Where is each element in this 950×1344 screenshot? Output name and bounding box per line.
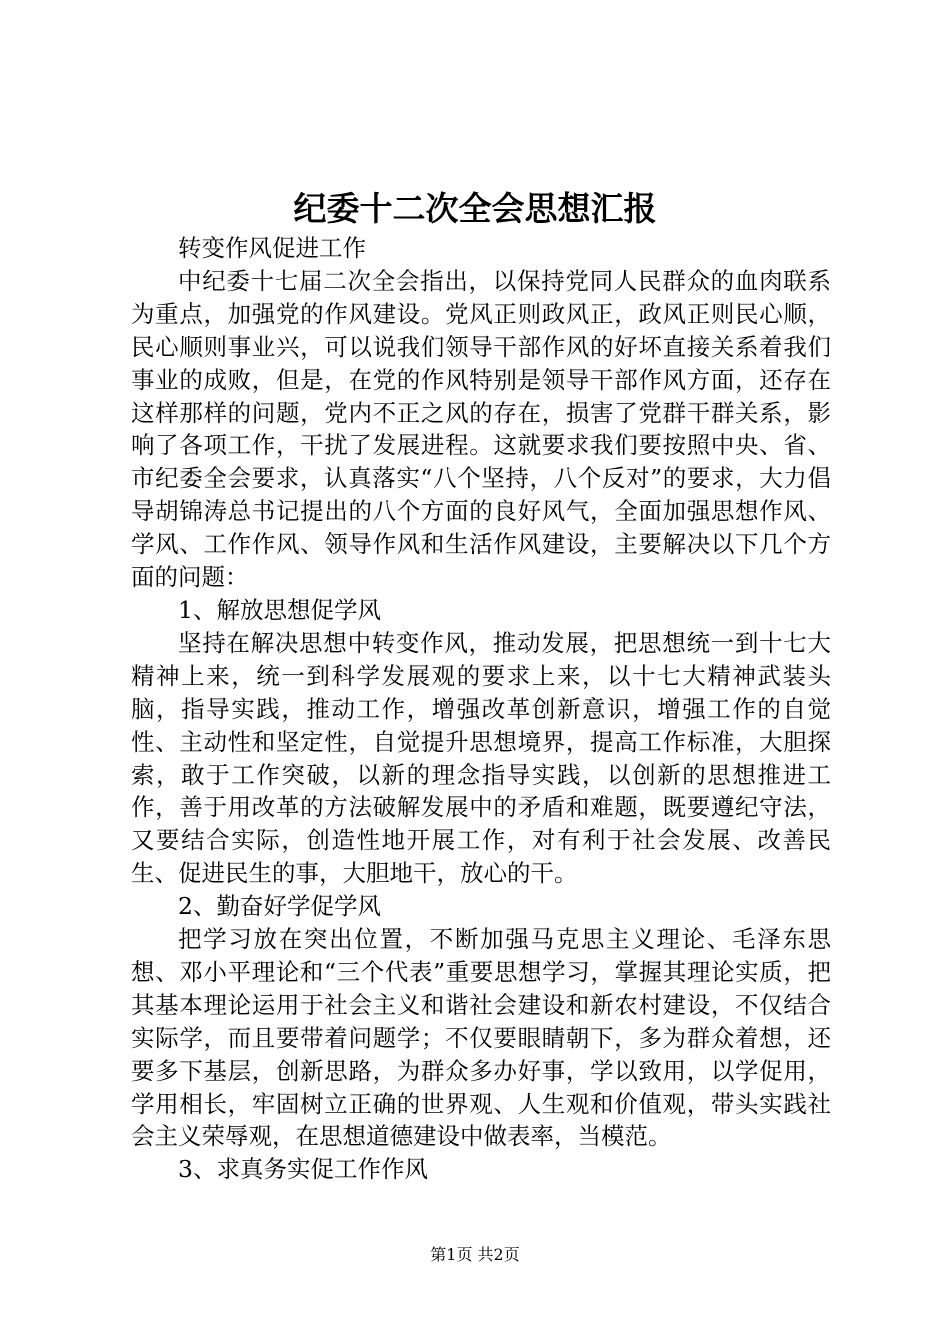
section-heading: 2、勤奋好学促学风 [178,892,381,921]
document-body [131,232,831,1186]
section-heading: 1、解放思想促学风 [178,595,381,624]
section-heading: 3、求真务实促工作作风 [178,1155,428,1184]
body-paragraph: 中纪委十七届二次全会指出，以保持党同人民群众的血肉联系为重点，加强党的作风建设。党风正则政风正，政风正则民心顺，民心顺则事业兴，可以说我们领导干部作风的好坏直接关系着我们事业的成败，但是，在党的作风特别是领导干部作风方面，还存在这样那样的问题，党内不正之风的存在，损害了党群干群关系，影响了各项工作，干扰了发展进程。这就要求我们要按照中央、省、市纪委全会要求，认真落实“八个坚持，八个反对”的要求，大力倡导胡锦涛总书记提出的八个方面的良好风气，全面加强思想作风、学风、工作作风、领导作风和生活作风建设，主要解决以下几个方面的问题： [131,266,831,592]
body-paragraph: 坚持在解决思想中转变作风，推动发展，把思想统一到十七大精神上来，统一到科学发展观的要求上来，以十七大精神武装头脑，指导实践，推动工作，增强改革创新意识，增强工作的自觉性、主动性和坚定性，自觉提升思想境界，提高工作标准，大胆探索，敢于工作突破，以新的理念指导实践，以创新的思想推进工作，善于用改革的方法破解发展中的矛盾和难题，既要遵纪守法，又要结合实际，创造性地开展工作，对有利于社会发展、改善民生、促进民生的事，大胆地干，放心的干。 [131,628,831,888]
section-heading: 转变作风促进工作 [178,234,366,262]
document-title: 纪委十二次全会思想汇报 [293,189,657,228]
body-paragraph: 把学习放在突出位置，不断加强马克思主义理论、毛泽东思想、邓小平理论和“三个代表”重要思想学习，掌握其理论实质，把其基本理论运用于社会主义和谐社会建设和新农村建设，不仅结合实际学，而且要带着问题学；不仅要眼睛朝下，多为群众着想，还要多下基层，创新思路，为群众多办好事，学以致用，以学促用，学用相长，牢固树立正确的世界观、人生观和价值观，带头实践社会主义荣辱观，在思想道德建设中做表率，当模范。 [131,925,831,1151]
page-number-footer: 第1页 共2页 [430,1245,520,1264]
